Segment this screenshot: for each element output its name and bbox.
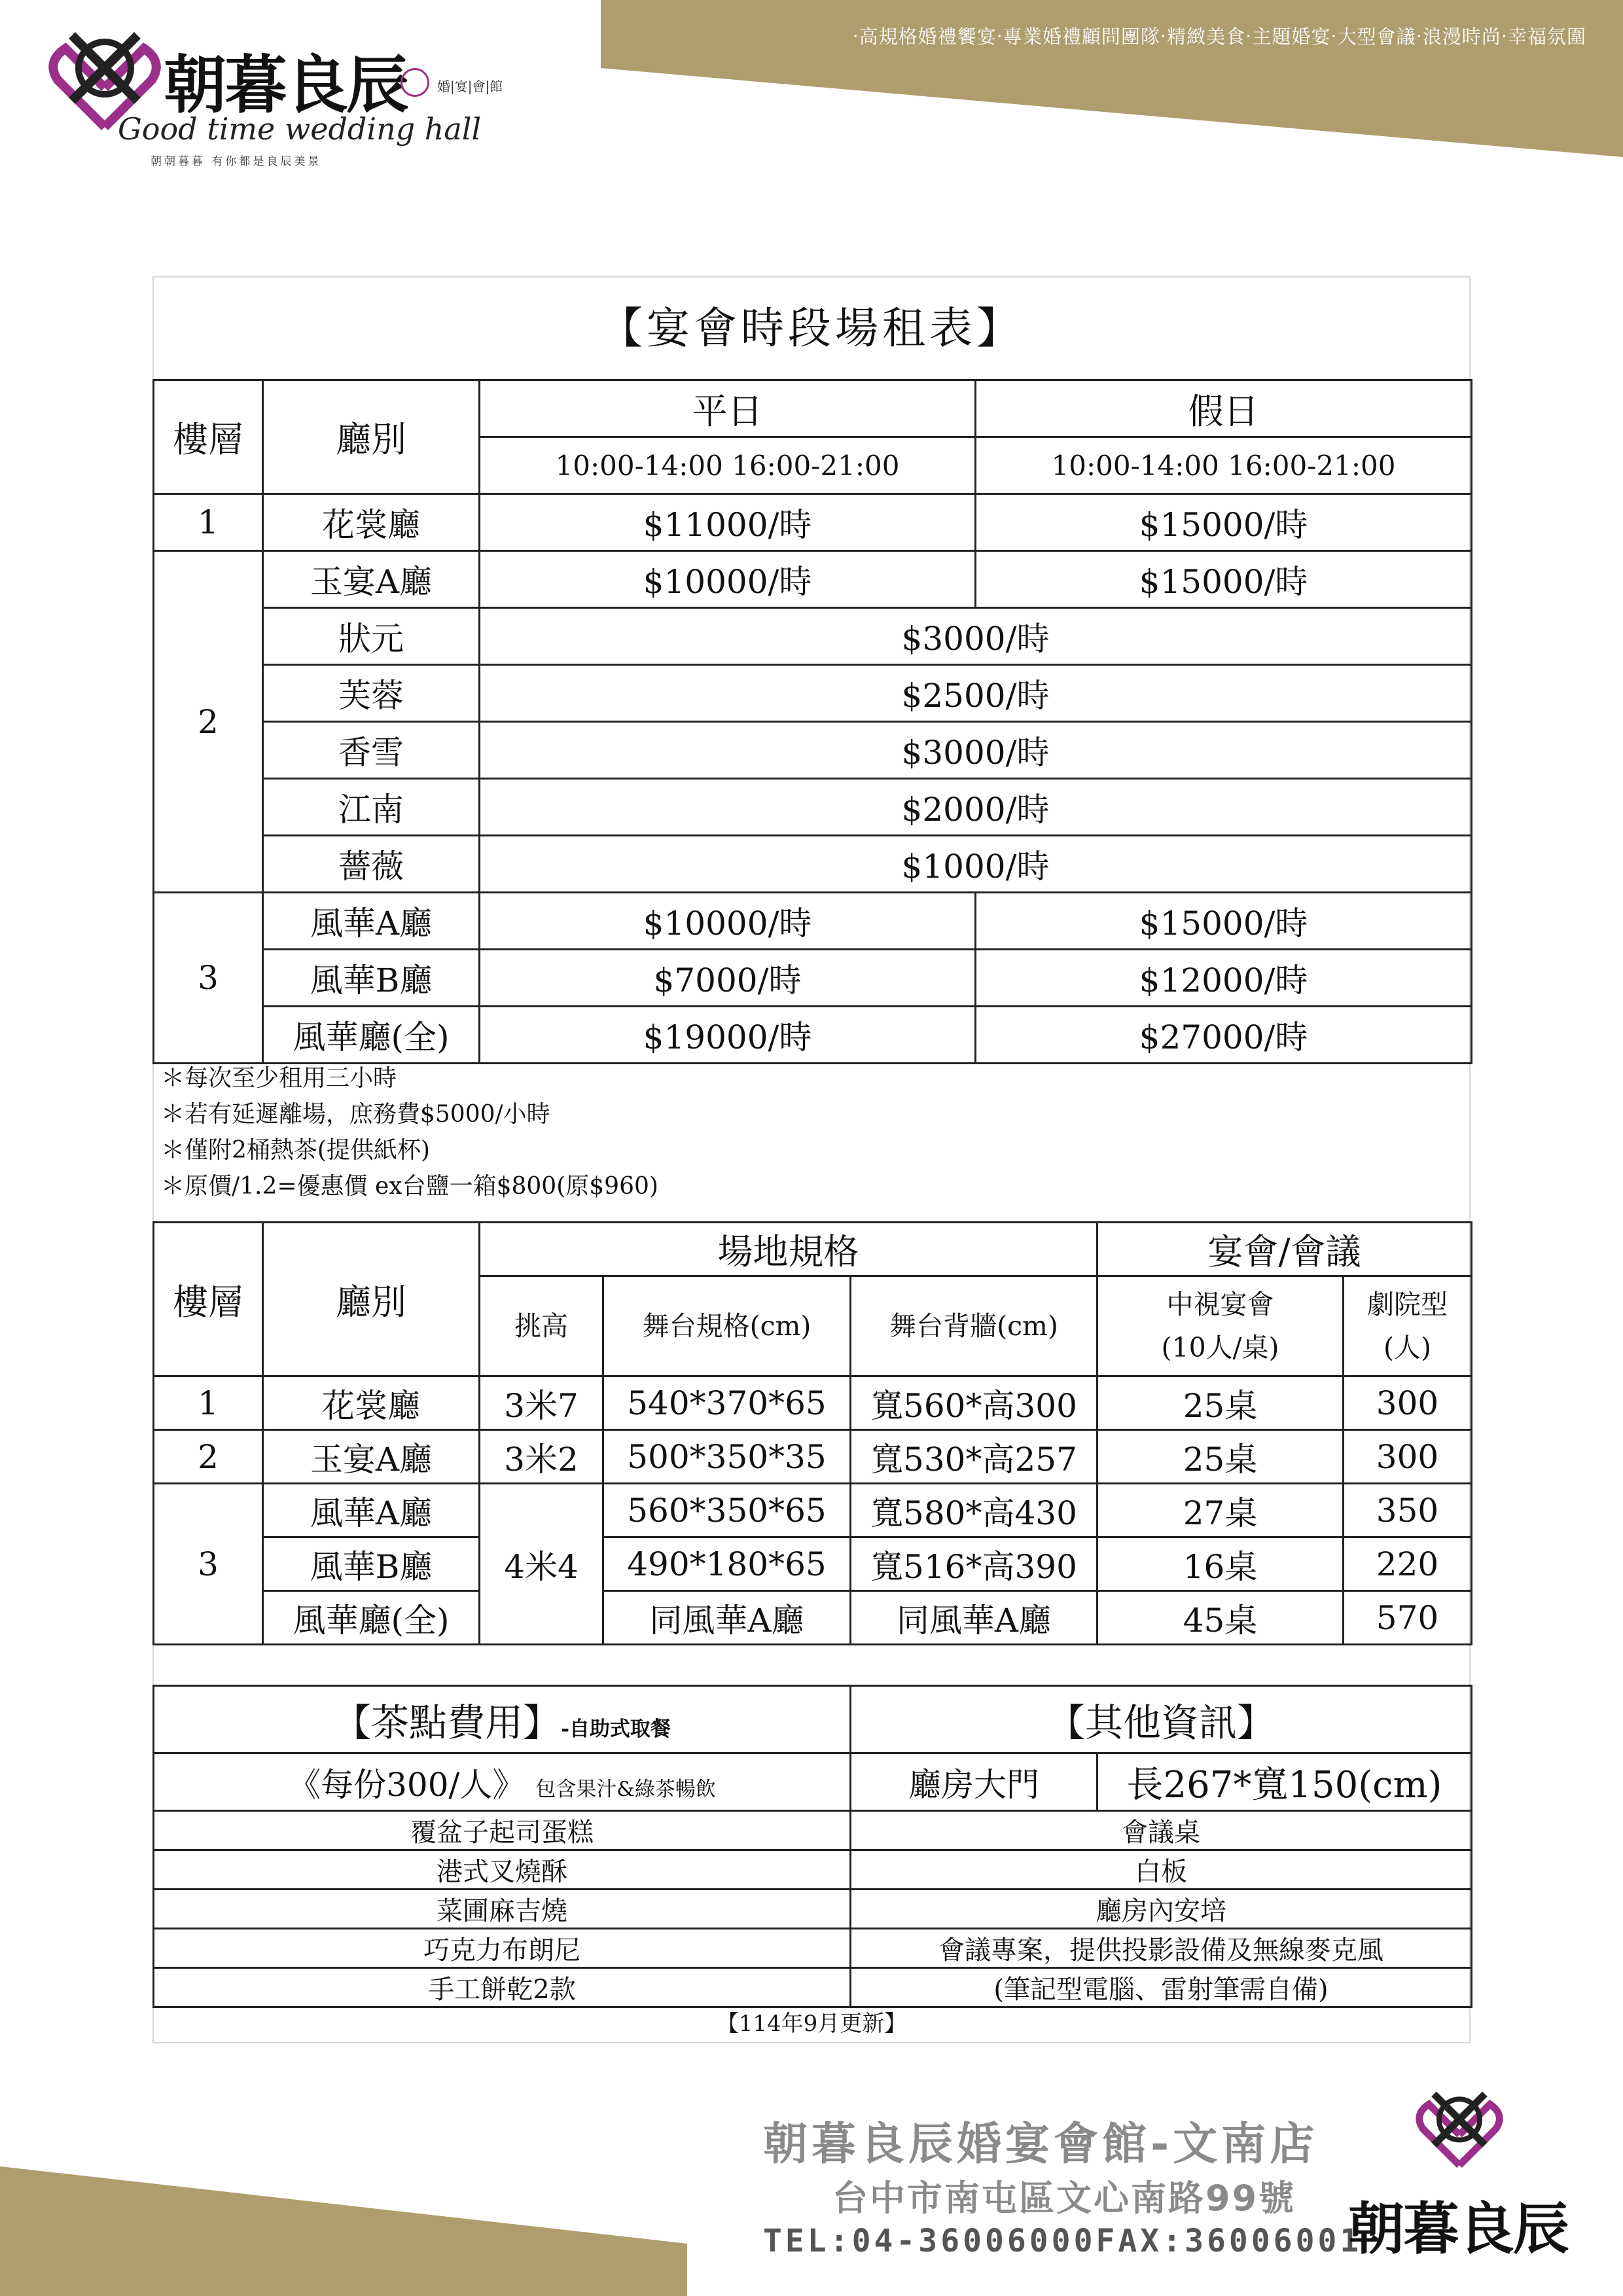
- spec-theater: 570: [1344, 1591, 1472, 1645]
- spec-stage: 同風華A廳: [603, 1591, 851, 1645]
- spec-col-height: 挑高: [480, 1276, 603, 1376]
- tea-price-note: 包含果汁&綠茶暢飲: [535, 1777, 716, 1801]
- tea-item: 覆盆子起司蛋糕: [154, 1811, 851, 1850]
- rent-price: $2500/時: [480, 665, 1472, 722]
- rent-holiday-price: $15000/時: [976, 551, 1472, 608]
- spec-theater: 300: [1344, 1376, 1472, 1430]
- logo-subtitle: 婚|宴|會|館: [437, 79, 503, 94]
- spec-stage: 490*180*65: [603, 1537, 851, 1591]
- rent-col-floor: 樓層: [154, 380, 263, 494]
- spec-wall: 寬530*高257: [851, 1430, 1097, 1484]
- rent-hall: 花裳廳: [263, 494, 480, 551]
- rent-weekday-price: $7000/時: [480, 950, 976, 1007]
- spec-stage: 540*370*65: [603, 1376, 851, 1430]
- rent-col-hall: 廳別: [263, 380, 480, 494]
- spec-col-tables-line1: 中視宴會: [1166, 1289, 1274, 1320]
- logo-brand-text: 朝暮良辰: [164, 48, 407, 122]
- logo-script-text: Good time wedding hall: [118, 111, 482, 147]
- rent-floor: 1: [154, 494, 263, 551]
- rent-weekday-price: $19000/時: [480, 1007, 976, 1064]
- rent-price: $3000/時: [480, 608, 1472, 665]
- update-note: 【114年9月更新】: [716, 2011, 907, 2037]
- spec-col-theater: [1344, 1276, 1472, 1376]
- spec-wall: 寬560*高300: [851, 1376, 1097, 1430]
- spec-col-banquet: 宴會/會議: [1097, 1223, 1472, 1276]
- header-tagline: ‧高規格婚禮饗宴‧專業婚禮顧問團隊‧精緻美食‧主題婚宴‧大型會議‧浪漫時尚‧幸福氛圍: [852, 26, 1586, 48]
- rent-hall: 玉宴A廳: [263, 551, 480, 608]
- rent-hall: 風華廳(全): [263, 1007, 480, 1064]
- spec-tables: 45桌: [1097, 1591, 1344, 1645]
- other-item: 廳房內安培: [851, 1890, 1472, 1929]
- notes-list: [161, 1060, 658, 1204]
- rent-table: [152, 379, 1472, 1064]
- rent-hall: 薔薇: [263, 836, 480, 893]
- spec-col-theater-line1: 劇院型: [1367, 1289, 1448, 1320]
- spec-floor: 2: [154, 1430, 263, 1484]
- spec-tables: 16桌: [1097, 1537, 1344, 1591]
- spec-col-hall: 廳別: [263, 1223, 480, 1376]
- rent-price: $1000/時: [480, 836, 1472, 893]
- spec-col-stage: 舞台規格(cm): [603, 1276, 851, 1376]
- other-item: 會議桌: [851, 1811, 1472, 1850]
- spec-floor: 1: [154, 1376, 263, 1430]
- rent-floor: 2: [154, 551, 263, 893]
- spec-hall: 風華廳(全): [263, 1591, 480, 1645]
- spec-col-tables: [1097, 1276, 1344, 1376]
- note-item: ＊若有延遲離場，庶務費$5000/小時: [161, 1101, 550, 1128]
- rent-col-weekday: 平日: [480, 380, 976, 437]
- tea-price: 《每份300/人》: [288, 1765, 526, 1804]
- footer-address: 台中市南屯區文心南路99號: [832, 2178, 1296, 2219]
- footer-venue-name: 朝暮良辰婚宴會館-文南店: [763, 2119, 1319, 2170]
- rent-hall: 芙蓉: [263, 665, 480, 722]
- spec-col-wall: 舞台背牆(cm): [851, 1276, 1097, 1376]
- other-item: 會議專案，提供投影設備及無線麥克風: [851, 1929, 1472, 1968]
- rent-holiday-price: $12000/時: [976, 950, 1472, 1007]
- logo-slogan: 朝朝暮暮 有你都是良辰美景: [151, 155, 322, 168]
- spec-height: 3米7: [480, 1376, 603, 1430]
- tea-price-cell: [154, 1753, 851, 1811]
- spec-stage: 500*350*35: [603, 1430, 851, 1484]
- tea-title-note: -自助式取餐: [561, 1717, 671, 1741]
- tea-info-table: [152, 1685, 1472, 2008]
- rent-holiday-price: $15000/時: [976, 893, 1472, 950]
- spec-theater: 350: [1344, 1484, 1472, 1537]
- other-title: 【其他資訊】: [851, 1686, 1472, 1753]
- spec-height: 3米2: [480, 1430, 603, 1484]
- spec-col-venue: 場地規格: [480, 1223, 1097, 1276]
- rent-hall: 風華B廳: [263, 950, 480, 1007]
- spec-table: [152, 1221, 1472, 1645]
- spec-hall: 花裳廳: [263, 1376, 480, 1430]
- page-title: 【宴會時段場租表】: [599, 303, 1024, 353]
- note-item: ＊僅附2桶熱茶(提供紙杯): [161, 1137, 430, 1164]
- footer-logo-icon: [1414, 2081, 1505, 2173]
- spec-col-theater-line2: (人): [1383, 1332, 1431, 1363]
- other-item: 白板: [851, 1850, 1472, 1890]
- rent-hall: 香雪: [263, 722, 480, 779]
- rent-weekday-price: $11000/時: [480, 494, 976, 551]
- rent-floor: 3: [154, 893, 263, 1064]
- rent-price: $2000/時: [480, 779, 1472, 836]
- tea-item: 手工餅乾2款: [154, 1968, 851, 2007]
- spec-hall: 風華A廳: [263, 1484, 480, 1537]
- spec-tables: 25桌: [1097, 1430, 1344, 1484]
- spec-hall: 風華B廳: [263, 1537, 480, 1591]
- spec-height: 4米4: [480, 1484, 603, 1645]
- spec-floor: 3: [154, 1484, 263, 1645]
- rent-col-holiday: 假日: [976, 380, 1472, 437]
- spec-tables: 25桌: [1097, 1376, 1344, 1430]
- spec-hall: 玉宴A廳: [263, 1430, 480, 1484]
- rent-weekday-price: $10000/時: [480, 551, 976, 608]
- rent-holiday-time: 10:00-14:00 16:00-21:00: [976, 437, 1472, 494]
- spec-theater: 220: [1344, 1537, 1472, 1591]
- spec-tables: 27桌: [1097, 1484, 1344, 1537]
- spec-stage: 560*350*65: [603, 1484, 851, 1537]
- spec-col-floor: 樓層: [154, 1223, 263, 1376]
- rent-holiday-price: $27000/時: [976, 1007, 1472, 1064]
- door-label: 廳房大門: [851, 1753, 1097, 1811]
- tea-title-cell: [154, 1686, 851, 1753]
- rent-price: $3000/時: [480, 722, 1472, 779]
- tea-item: 港式叉燒酥: [154, 1850, 851, 1890]
- spec-theater: 300: [1344, 1430, 1472, 1484]
- spec-wall: 寬580*高430: [851, 1484, 1097, 1537]
- door-value: 長267*寬150(cm): [1097, 1753, 1472, 1811]
- rent-holiday-price: $15000/時: [976, 494, 1472, 551]
- tea-title: 【茶點費用】: [333, 1700, 562, 1745]
- spec-col-tables-line2: (10人/桌): [1161, 1332, 1279, 1363]
- footer-brand: 朝暮良辰: [1348, 2197, 1568, 2262]
- note-item: ＊原價/1.2=優惠價 ex台鹽一箱$800(原$960): [161, 1173, 658, 1200]
- tea-item: 巧克力布朗尼: [154, 1929, 851, 1968]
- footer-phone: TEL:04-36006000FAX:36006001: [763, 2223, 1363, 2259]
- note-item: ＊每次至少租用三小時: [161, 1065, 397, 1092]
- spec-wall: 寬516*高390: [851, 1537, 1097, 1591]
- rent-hall: 江南: [263, 779, 480, 836]
- rent-weekday-price: $10000/時: [480, 893, 976, 950]
- tea-item: 菜圃麻吉燒: [154, 1890, 851, 1929]
- other-item: (筆記型電腦、雷射筆需自備): [851, 1968, 1472, 2007]
- rent-hall: 風華A廳: [263, 893, 480, 950]
- spec-wall: 同風華A廳: [851, 1591, 1097, 1645]
- rent-hall: 狀元: [263, 608, 480, 665]
- logo-seal-icon: [401, 68, 429, 97]
- rent-weekday-time: 10:00-14:00 16:00-21:00: [480, 437, 976, 494]
